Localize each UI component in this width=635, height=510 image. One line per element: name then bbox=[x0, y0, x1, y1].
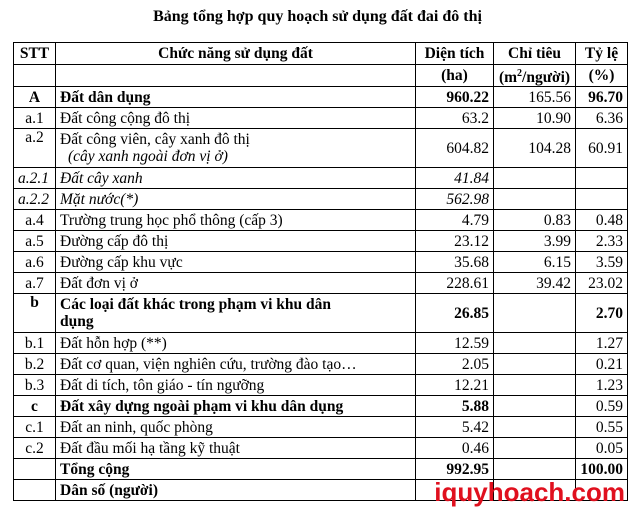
cell-area: 992.95 bbox=[416, 459, 494, 480]
cell-area: 26.85 bbox=[416, 294, 494, 333]
cell-stt: a.6 bbox=[14, 252, 56, 273]
cell-stt: a.2.2 bbox=[14, 189, 56, 210]
cell-ratio: 0.83 bbox=[494, 210, 576, 231]
header-pct: Tỷ lệ bbox=[576, 43, 628, 65]
cell-pct: 6.36 bbox=[576, 108, 628, 129]
header-units-row bbox=[14, 65, 628, 87]
table-row bbox=[14, 273, 628, 294]
table-row bbox=[14, 396, 628, 417]
cell-ratio bbox=[494, 354, 576, 375]
table-row bbox=[14, 168, 628, 189]
cell-name: Đất an ninh, quốc phòng bbox=[56, 417, 416, 438]
cell-area: 0.46 bbox=[416, 438, 494, 459]
cell-stt bbox=[14, 480, 56, 501]
cell-ratio: 104.28 bbox=[494, 129, 576, 168]
cell-name: Các loại đất khác trong phạm vi khu dân dụng bbox=[56, 294, 416, 333]
table-row bbox=[14, 252, 628, 273]
cell-pct: 60.91 bbox=[576, 129, 628, 168]
cell-ratio bbox=[494, 294, 576, 333]
cell-area: 5.88 bbox=[416, 396, 494, 417]
table-row bbox=[14, 333, 628, 354]
cell-pct: 1.23 bbox=[576, 375, 628, 396]
cell-area: 228.61 bbox=[416, 273, 494, 294]
cell-pct bbox=[576, 189, 628, 210]
cell-area: 2.05 bbox=[416, 354, 494, 375]
cell-name: Dân số (người) bbox=[56, 480, 416, 501]
header-units-blank bbox=[14, 65, 56, 87]
cell-name: Đất hỗn hợp (**) bbox=[56, 333, 416, 354]
cell-area: 5.42 bbox=[416, 417, 494, 438]
header-units-blank bbox=[56, 65, 416, 87]
cell-name: Tổng cộng bbox=[56, 459, 416, 480]
header-ratio: Chỉ tiêu bbox=[494, 43, 576, 65]
cell-name: Đất đầu mối hạ tầng kỹ thuật bbox=[56, 438, 416, 459]
cell-ratio: 3.99 bbox=[494, 231, 576, 252]
table-row bbox=[14, 87, 628, 108]
cell-name: Đường cấp đô thị bbox=[56, 231, 416, 252]
cell-name: Đường cấp khu vực bbox=[56, 252, 416, 273]
cell-area: 63.2 bbox=[416, 108, 494, 129]
watermark: iquyhoach.com bbox=[434, 477, 625, 507]
cell-stt bbox=[14, 459, 56, 480]
cell-ratio bbox=[494, 417, 576, 438]
cell-pct: 23.02 bbox=[576, 273, 628, 294]
cell-pct: 0.59 bbox=[576, 396, 628, 417]
cell-ratio bbox=[494, 189, 576, 210]
cell-stt: b bbox=[14, 294, 56, 333]
cell-stt: a.2 bbox=[14, 129, 56, 168]
table-row bbox=[14, 354, 628, 375]
table-row bbox=[14, 129, 628, 168]
header-function: Chức năng sử dụng đất bbox=[56, 43, 416, 65]
header-area-unit: (ha) bbox=[416, 65, 494, 87]
cell-pct: 100.00 bbox=[576, 459, 628, 480]
table-row bbox=[14, 189, 628, 210]
cell-name: Đất cây xanh bbox=[56, 168, 416, 189]
cell-area: 562.98 bbox=[416, 189, 494, 210]
cell-name: Đất công viên, cây xanh đô thị (cây xanh ngoài đơn vị ở) bbox=[56, 129, 416, 168]
cell-stt: a.5 bbox=[14, 231, 56, 252]
table-title: Bảng tổng hợp quy hoạch sử dụng đất đai đô thị bbox=[153, 8, 482, 25]
cell-ratio bbox=[494, 168, 576, 189]
cell-stt: b.3 bbox=[14, 375, 56, 396]
cell-name: Mặt nước(*) bbox=[56, 189, 416, 210]
cell-stt: a.7 bbox=[14, 273, 56, 294]
header-stt: STT bbox=[14, 43, 56, 65]
cell-pct: 2.70 bbox=[576, 294, 628, 333]
cell-stt: a.4 bbox=[14, 210, 56, 231]
cell-pct bbox=[576, 168, 628, 189]
cell-ratio: 6.15 bbox=[494, 252, 576, 273]
cell-area: 4.79 bbox=[416, 210, 494, 231]
table-row bbox=[14, 210, 628, 231]
table-row bbox=[14, 108, 628, 129]
cell-area: 960.22 bbox=[416, 87, 494, 108]
cell-area: 41.84 bbox=[416, 168, 494, 189]
table-row bbox=[14, 231, 628, 252]
cell-name: Đất đơn vị ở bbox=[56, 273, 416, 294]
cell-ratio bbox=[494, 438, 576, 459]
cell-stt: c bbox=[14, 396, 56, 417]
cell-name: Đất cơ quan, viện nghiên cứu, trường đào tạo… bbox=[56, 354, 416, 375]
cell-name: Đất xây dựng ngoài phạm vi khu dân dụng bbox=[56, 396, 416, 417]
cell-ratio: 39.42 bbox=[494, 273, 576, 294]
cell-pct: 0.21 bbox=[576, 354, 628, 375]
cell-area: 12.21 bbox=[416, 375, 494, 396]
cell-ratio bbox=[494, 396, 576, 417]
table-row bbox=[14, 417, 628, 438]
cell-pct: 0.05 bbox=[576, 438, 628, 459]
cell-pct: 0.48 bbox=[576, 210, 628, 231]
header-ratio-unit: $(m^2/người)$ bbox=[494, 65, 576, 87]
cell-ratio: 10.90 bbox=[494, 108, 576, 129]
cell-area: 604.82 bbox=[416, 129, 494, 168]
cell-name: Đất di tích, tôn giáo - tín ngưỡng bbox=[56, 375, 416, 396]
cell-stt: c.2 bbox=[14, 438, 56, 459]
land-use-table bbox=[13, 42, 628, 501]
cell-name: Trường trung học phổ thông (cấp 3) bbox=[56, 210, 416, 231]
table-row bbox=[14, 375, 628, 396]
cell-pct: 0.55 bbox=[576, 417, 628, 438]
table-row bbox=[14, 294, 628, 333]
cell-stt: A bbox=[14, 87, 56, 108]
cell-ratio bbox=[494, 375, 576, 396]
cell-pct: 3.59 bbox=[576, 252, 628, 273]
cell-name: Đất công cộng đô thị bbox=[56, 108, 416, 129]
cell-area: 35.68 bbox=[416, 252, 494, 273]
cell-stt: a.1 bbox=[14, 108, 56, 129]
header-pct-unit: (%) bbox=[576, 65, 628, 87]
cell-ratio: 165.56 bbox=[494, 87, 576, 108]
cell-pct: 96.70 bbox=[576, 87, 628, 108]
cell-stt: b.1 bbox=[14, 333, 56, 354]
cell-ratio bbox=[494, 333, 576, 354]
cell-stt: a.2.1 bbox=[14, 168, 56, 189]
cell-stt: c.1 bbox=[14, 417, 56, 438]
cell-pct: 2.33 bbox=[576, 231, 628, 252]
cell-pct: 1.27 bbox=[576, 333, 628, 354]
header-area: Diện tích bbox=[416, 43, 494, 65]
cell-stt: b.2 bbox=[14, 354, 56, 375]
cell-area: 23.12 bbox=[416, 231, 494, 252]
header-row bbox=[14, 43, 628, 65]
cell-area: 12.59 bbox=[416, 333, 494, 354]
cell-name: Đất dân dụng bbox=[56, 87, 416, 108]
table-row bbox=[14, 438, 628, 459]
